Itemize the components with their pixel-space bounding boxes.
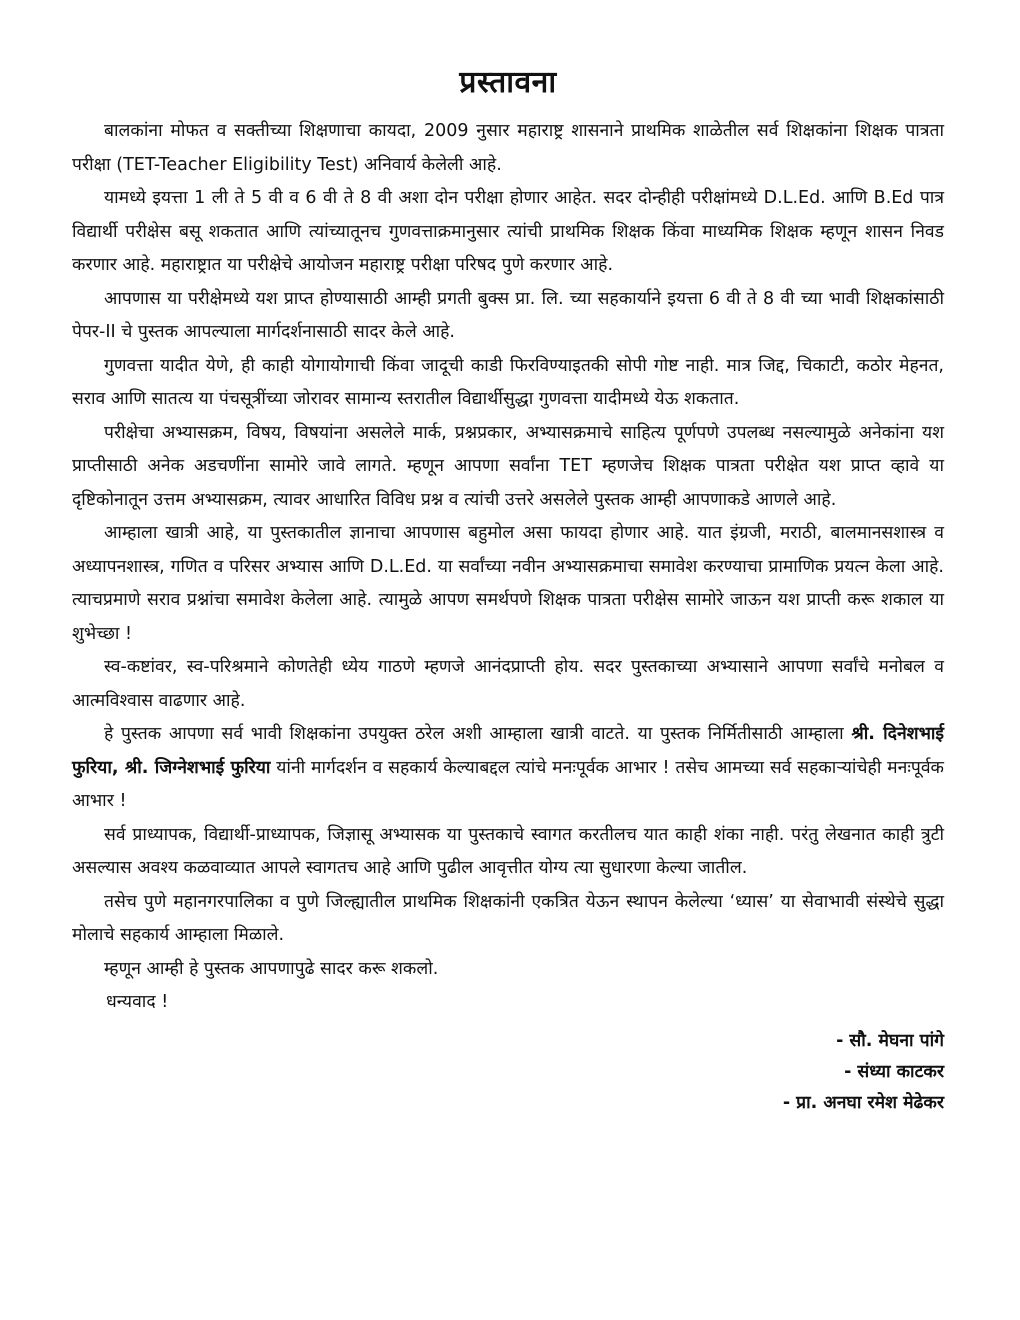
paragraph-3: आपणास या परीक्षेमध्ये यश प्राप्त होण्यासाठी आम्ही प्रगती बुक्स प्रा. लि. च्या सहकार्याने इयत्ता 6 वी ते 8 वी च्या भावी शिक्षकांसाठी पेपर-II चे पुस्तक आपल्याला मार्गदर्शनासाठी सादर केले आहे. <box>72 288 944 342</box>
acknowledgement-text-start: हे पुस्तक आपणा सर्व भावी शिक्षकांना उपयुक्त ठरेल अशी आम्हाला खात्री वाटते. या पुस्तक निर्मितीसाठी आम्हाला <box>104 724 852 744</box>
paragraph-10: तसेच पुणे महानगरपालिका व पुणे जिल्ह्यातील प्राथमिक शिक्षकांनी एकत्रित येऊन स्थापन केलेल्या ‘ध्यास’ या सेवाभावी संस्थेचे सुद्धा मोलाचे सहकार्य आम्हाला मिळाले. <box>72 891 944 945</box>
page-title: प्रस्तावना <box>459 65 557 100</box>
acknowledged-names: श्री. दिनेशभाई फुरिया, श्री. जिग्नेशभाई फुरिया <box>72 724 945 778</box>
paragraph-9: सर्व प्राध्यापक, विद्यार्थी-प्राध्यापक, जिज्ञासू अभ्यासक या पुस्तकाचे स्वागत करतीलच यात काही शंका नाही. परंतु लेखनात काही त्रुटी असल्यास अवश्य कळवाव्यात आपले स्वागतच आहे आणि पुढील आवृत्तीत योग्य त्या सुधारणा केल्या जातील. <box>72 824 944 878</box>
paragraph-7: स्व-कष्टांवर, स्व-परिश्रमाने कोणतेही ध्येय गाठणे म्हणजे आनंदप्राप्ती होय. सदर पुस्तकाच्या अभ्यासाने आपणा सर्वांचे मनोबल व आत्मविश्वास वाढणार आहे. <box>72 657 944 711</box>
paragraph-1: बालकांना मोफत व सक्तीच्या शिक्षणाचा कायदा, 2009 नुसार महाराष्ट्र शासनाने प्राथमिक शाळेतील सर्व शिक्षकांना शिक्षक पात्रता परीक्षा (TET-Teacher Eligibility Test) अनिवार्य केलेली आहे. <box>72 121 944 175</box>
paragraph-11: म्हणून आम्ही हे पुस्तक आपणापुढे सादर करू शकलो. <box>104 958 439 979</box>
acknowledgement-text-end: यांनी मार्गदर्शन व सहकार्य केल्याबद्दल त्यांचे मनःपूर्वक आभार ! तसेच आमच्या सर्व सहकाऱ्यांचेही मनःपूर्वक आभार ! <box>72 757 944 811</box>
acknowledgement-paragraph <box>72 718 944 819</box>
paragraph-5: परीक्षेचा अभ्यासक्रम, विषय, विषयांना असलेले मार्क, प्रश्नप्रकार, अभ्यासक्रमाचे साहित्य पूर्णपणे उपलब्ध नसल्यामुळे अनेकांना यश प्राप्तीसाठी अनेक अडचणींना सामोरे जावे लागते. म्हणून आपणा सर्वांना TET म्हणजेच शिक्षक पात्रता परीक्षेत यश प्राप्त व्हावे या दृष्टिकोनातून उत्तम अभ्यासक्रम, त्यावर आधारित विविध प्रश्न व त्यांची उत्तरे असलेले पुस्तक आम्ही आपणाकडे आणले आहे. <box>72 422 944 510</box>
paragraph-4: गुणवत्ता यादीत येणे, ही काही योगायोगाची किंवा जादूची काडी फिरविण्याइतकी सोपी गोष्ट नाही. मात्र जिद्द, चिकाटी, कठोर मेहनत, सराव आणि सातत्य या पंचसूत्रींच्या जोरावर सामान्य स्तरातील विद्यार्थीसुद्धा गुणवत्ता यादीमध्ये येऊ शकतात. <box>72 355 944 409</box>
signature-author-2: - संध्या काटकर <box>844 1061 944 1082</box>
signature-author-1: - सौ. मेघना पांगे <box>836 1030 944 1051</box>
document-page <box>72 60 944 1119</box>
signature-block <box>72 1026 944 1119</box>
paragraph-2: यामध्ये इयत्ता 1 ली ते 5 वी व 6 वी ते 8 वी अशा दोन परीक्षा होणार आहेत. सदर दोन्हीही परीक्षांमध्ये D.L.Ed. आणि B.Ed पात्र विद्यार्थी परीक्षेस बसू शकतात आणि त्यांच्यातूनच गुणवत्ताक्रमानुसार त्यांची प्राथमिक शिक्षक किंवा माध्यमिक शिक्षक म्हणून शासन निवड करणार आहे. महाराष्ट्रात या परीक्षेचे आयोजन महाराष्ट्र परीक्षा परिषद पुणे करणार आहे. <box>72 188 944 275</box>
thanks-line: धन्यवाद ! <box>106 992 169 1012</box>
signature-author-3: - प्रा. अनघा रमेश मेढेकर <box>782 1092 944 1113</box>
paragraph-6: आम्हाला खात्री आहे, या पुस्तकातील ज्ञानाचा आपणास बहुमोल असा फायदा होणार आहे. यात इंग्रजी, मराठी, बालमानसशास्त्र व अध्यापनशास्त्र, गणित व परिसर अभ्यास आणि D.L.Ed. या सर्वांच्या नवीन अभ्यासक्रमाचा समावेश करण्याचा प्रामाणिक प्रयत्न केला आहे. त्याचप्रमाणे सराव प्रश्नांचा समावेश केलेला आहे. त्यामुळे आपण समर्थपणे शिक्षक पात्रता परीक्षेस सामोरे जाऊन यश प्राप्ती करू शकाल या शुभेच्छा ! <box>72 523 944 644</box>
